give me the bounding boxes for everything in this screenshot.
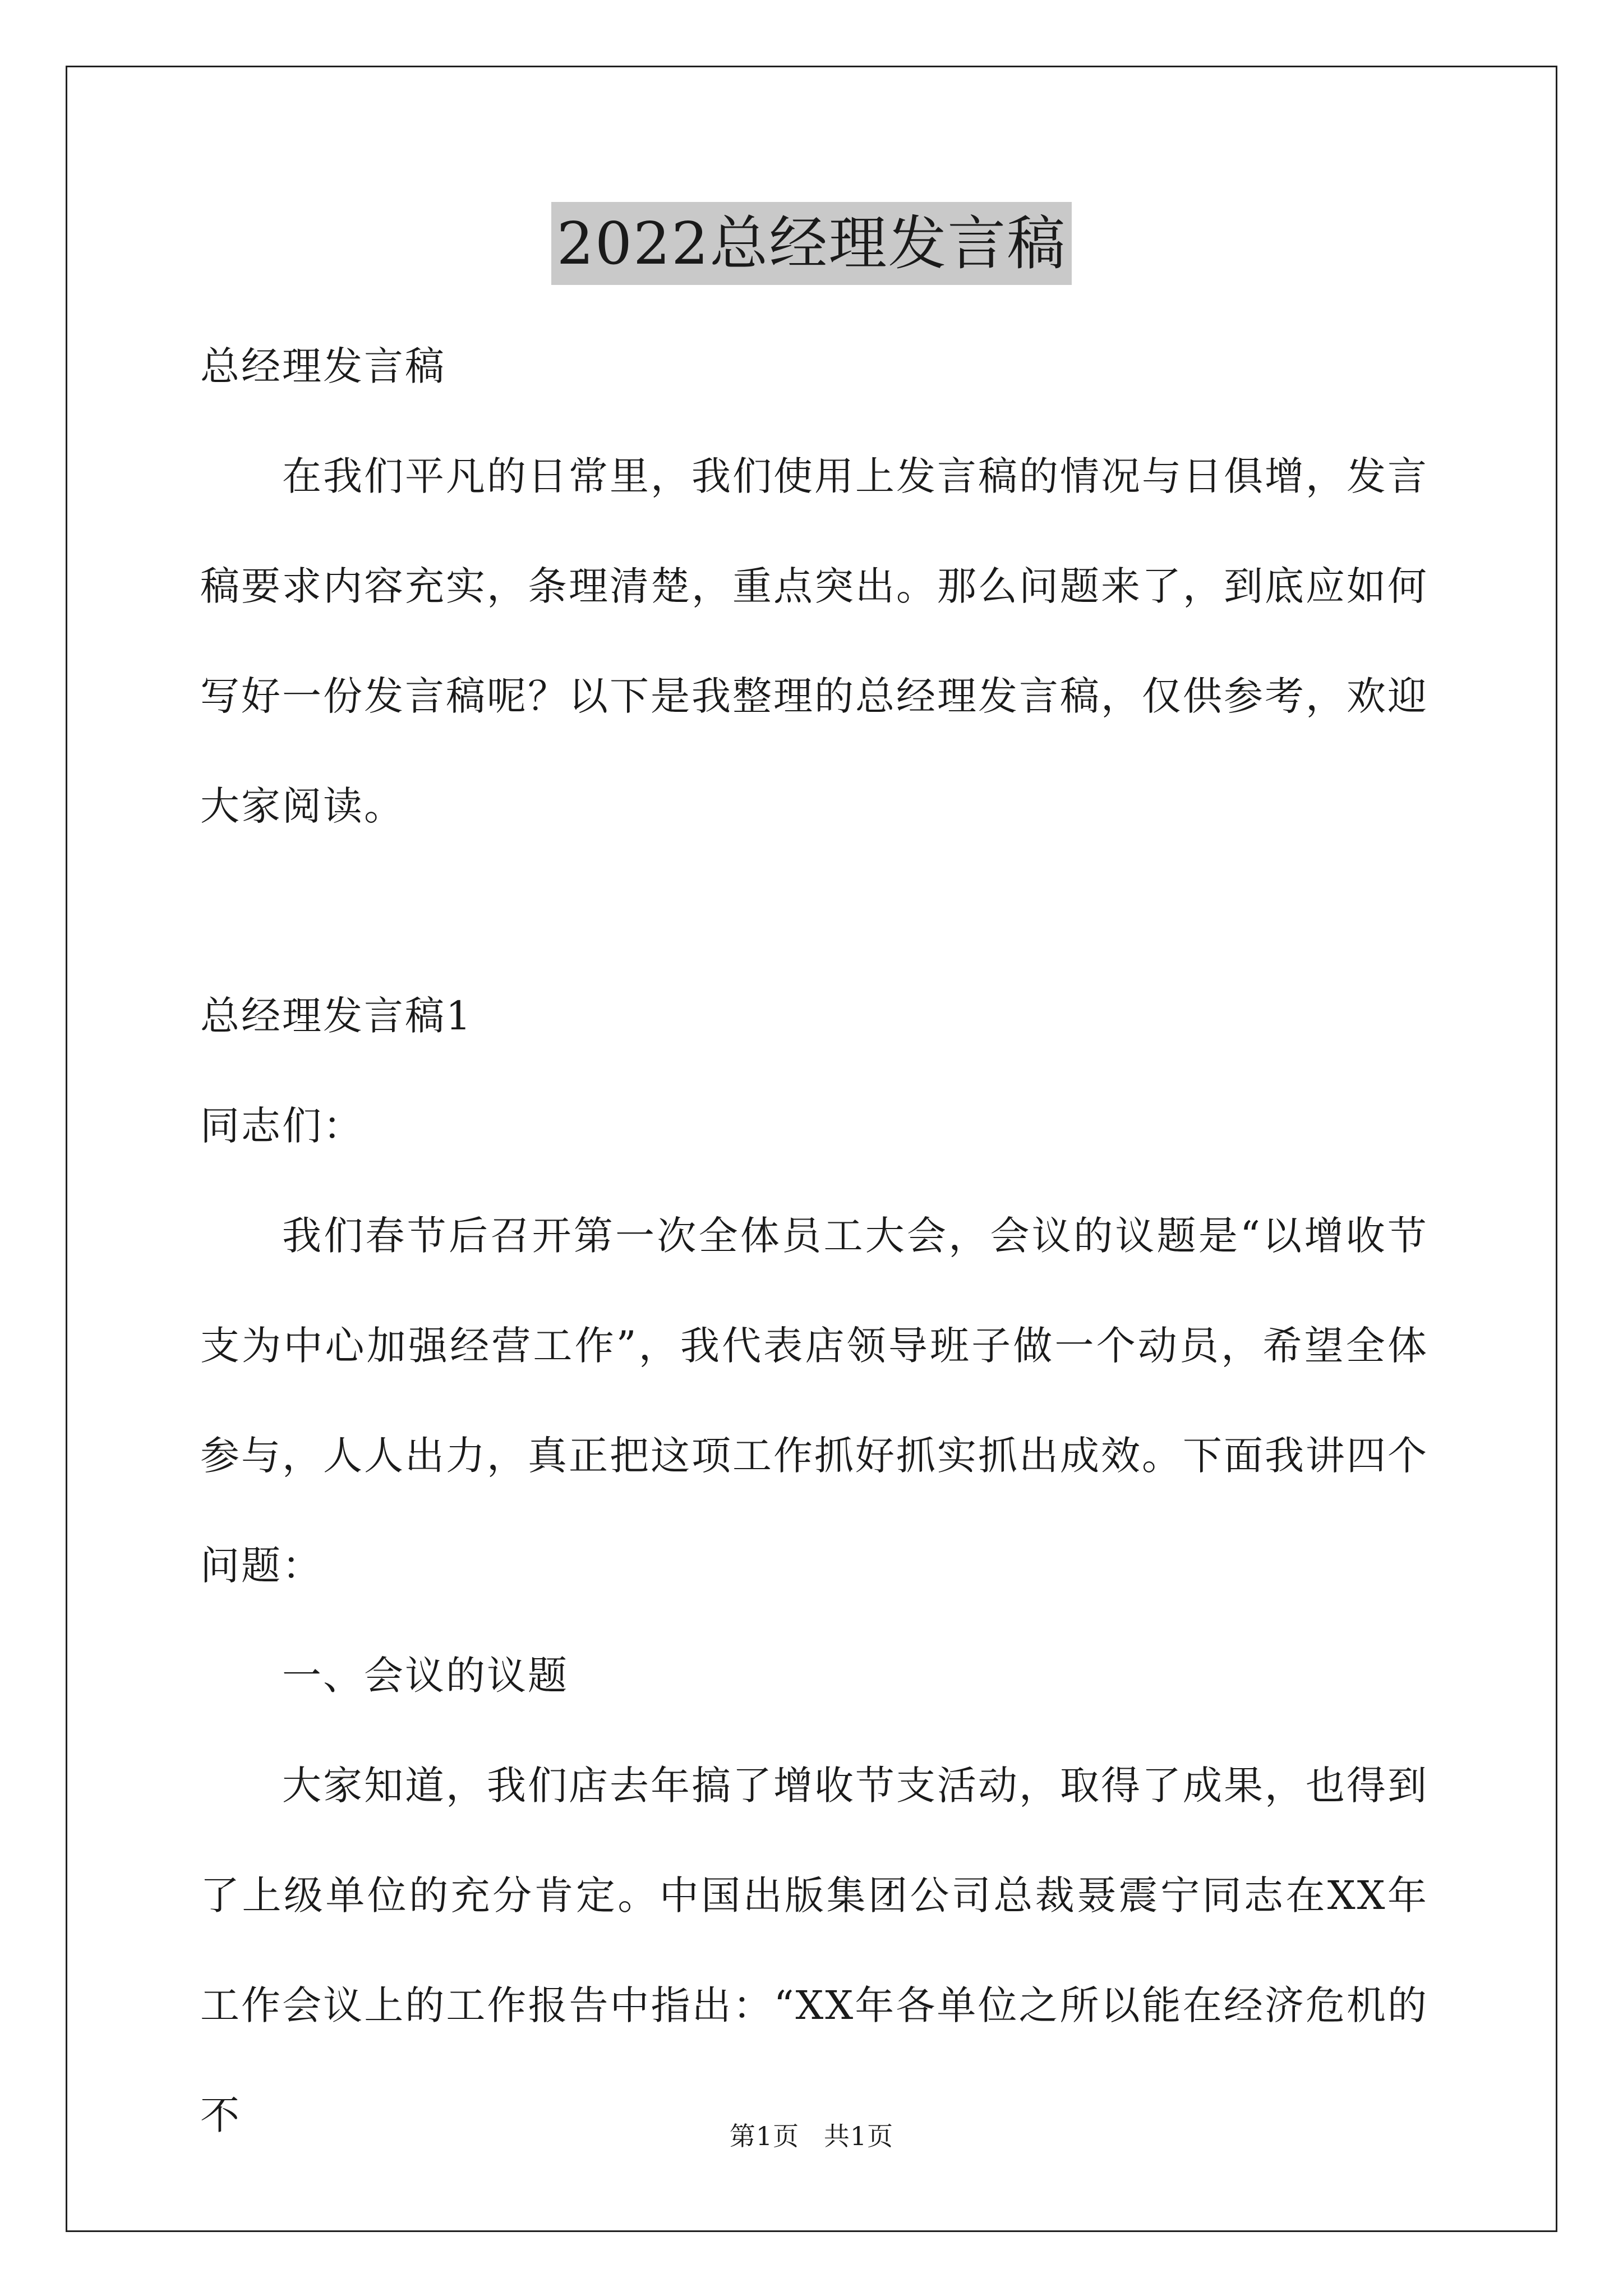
page-number: 第1页 [729,2121,800,2151]
salutation: 同志们： [200,1103,364,1149]
paragraph-gap [200,861,1428,961]
title-container [0,202,1623,285]
page-total: 共1页 [823,2121,894,2151]
body-paragraph: 我们春节后召开第一次全体员工大会，会议的议题是“以增收节支为中心加强经营工作”，我代表店领导班子做一个动员，希望全体参与，人人出力，真正把这项工作抓好抓实抓出成效。下面我讲四个问题： [200,1213,1428,1589]
subtitle-paragraph: 总经理发言稿 [200,343,446,389]
subheading-paragraph: 一、会议的议题 [282,1653,569,1699]
body-paragraph: 大家知道，我们店去年搞了增收节支活动，取得了成果，也得到了上级单位的充分肯定。中国出版集团公司总裁聂震宁同志在XX年工作会议上的工作报告中指出：“XX年各单位之所以能在经济危机的不 [200,1763,1428,2138]
section-heading: 总经理发言稿1 [200,993,473,1039]
page-footer [0,2119,1623,2153]
document-body [200,311,1428,2170]
intro-paragraph: 在我们平凡的日常里，我们使用上发言稿的情况与日俱增，发言稿要求内容充实，条理清楚，重点突出。那么问题来了，到底应如何写好一份发言稿呢？以下是我整理的总经理发言稿，仅供参考，欢迎大家阅读。 [200,453,1428,829]
document-title: 2022总经理发言稿 [551,202,1072,285]
